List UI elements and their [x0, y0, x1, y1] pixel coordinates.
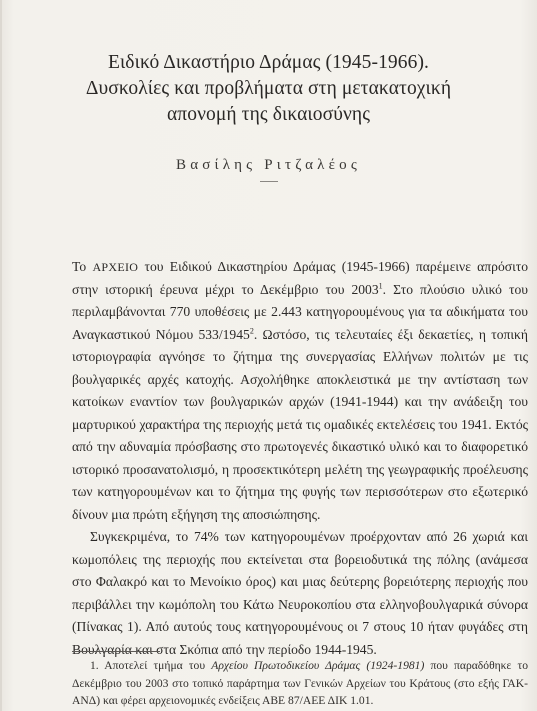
footnote-1-text: [72, 657, 528, 710]
paragraph-2: Συγκεκριμένα, το 74% των κατηγορουμένων προέρχονταν από 26 χωριά και κωμοπόλεις της περιοχής που εκτείνεται στα βορειοδυτικά της πόλης (ανάμεσα στο Φαλακρό και το Μενοίκιο όρος) και μιας δεύτερης βορειότερης περιοχής που περιβάλλει την κωμόπολη του Κάτω Νευροκοπίου στα ελληνοβουλγαρικά σύνορα (Πίνακας 1). Από αυτούς τους κατηγορουμένους οι 7 στους 10 ήταν φυγάδες στη Βουλγαρία και στα Σκόπια από την περίοδο 1944-1945.: [72, 529, 528, 657]
footnote-ref-2: 2: [249, 325, 254, 335]
paragraph-1-text-c: . Ωστόσο, τις τελευταίες έξι δεκαετίες, η τοπική ιστοριογραφία αγνόησε το ζήτημα της συνεργασίας Ελλήνων πολιτών με τις βουλγαρικές αρχές κατοχής. Ασχολήθηκε αποκλειστικά με την αντίσταση των κατοίκων εναντίον των βουλγαρικών αρχών (1941-1944) και την ανάδειξη του μαρτυρικού χαρακτήρα της περιοχής μετά τις ομαδικές εκτελέσεις του 1941. Εκτός από την αδυναμία πρόσβασης στο πρωτογενές δικαστικό υλικό και το διαφορετικό ιστορικό προσανατολισμό, η προσεκτικότερη μελέτη της γεωγραφικής προέλευσης των κατηγορουμένων και το ζήτημα της φυγής των περισσότερων στο εξωτερικό δίνουν μια πρώτη εξήγηση της αποσιώπησης.: [72, 326, 528, 522]
paragraph-1-lead: Το: [72, 259, 87, 274]
article-title: [0, 50, 537, 128]
author-divider: [260, 181, 278, 182]
footnote-1: [72, 657, 528, 710]
paragraph-1-smallcaps: ΑΡΧΕΙΟ: [92, 260, 139, 274]
paragraph-1-text-a: του Ειδικού Δικαστηρίου Δράμας (1945-1966) παρέμεινε απρόσιτο στην ιστορική έρευνα μέχρι το Δεκέμβριο του 2003: [72, 259, 528, 297]
author-name: Βασίλης Ριτζαλέος: [175, 157, 361, 173]
footnote-1-text-a: Αποτελεί τμήμα του: [98, 659, 212, 672]
paragraph-1-text-b: . Στο πλούσιο υλικό του περιλαμβάνονται 770 υποθέσεις με 2.443 κατηγορουμένους για τα αδικήματα του Αναγκαστικού Νόμου 533/1945: [72, 281, 528, 342]
footnote-1-text-b: που παραδόθηκε το Δεκέμβριο του 2003 στο τοπικό παράρτημα των Γενικών Αρχείων του Κράτους (στο εξής ΓΑΚ-ΑΝΔ) και φέρει αρχειονομικές ενδείξεις ΑΒΕ 87/ΑΕΕ ΔΙΚ 1.01.: [72, 659, 528, 707]
footnote-1-number: 1.: [90, 659, 99, 672]
title-line-1: Ειδικό Δικαστήριο Δράμας (1945-1966).: [107, 52, 430, 73]
paragraph-1: [72, 256, 528, 526]
title-line-2: Δυσκολίες και προβλήματα στη μετακατοχική: [85, 78, 452, 99]
title-line-3: απονομή της δικαιοσύνης: [166, 104, 371, 125]
footnote-ref-1: 1: [378, 280, 383, 290]
footnote-divider: [72, 651, 160, 652]
body-text: [72, 256, 528, 661]
footnote-1-italic: Αρχείου Πρωτοδικείου Δράμας (1924-1981): [211, 659, 425, 672]
